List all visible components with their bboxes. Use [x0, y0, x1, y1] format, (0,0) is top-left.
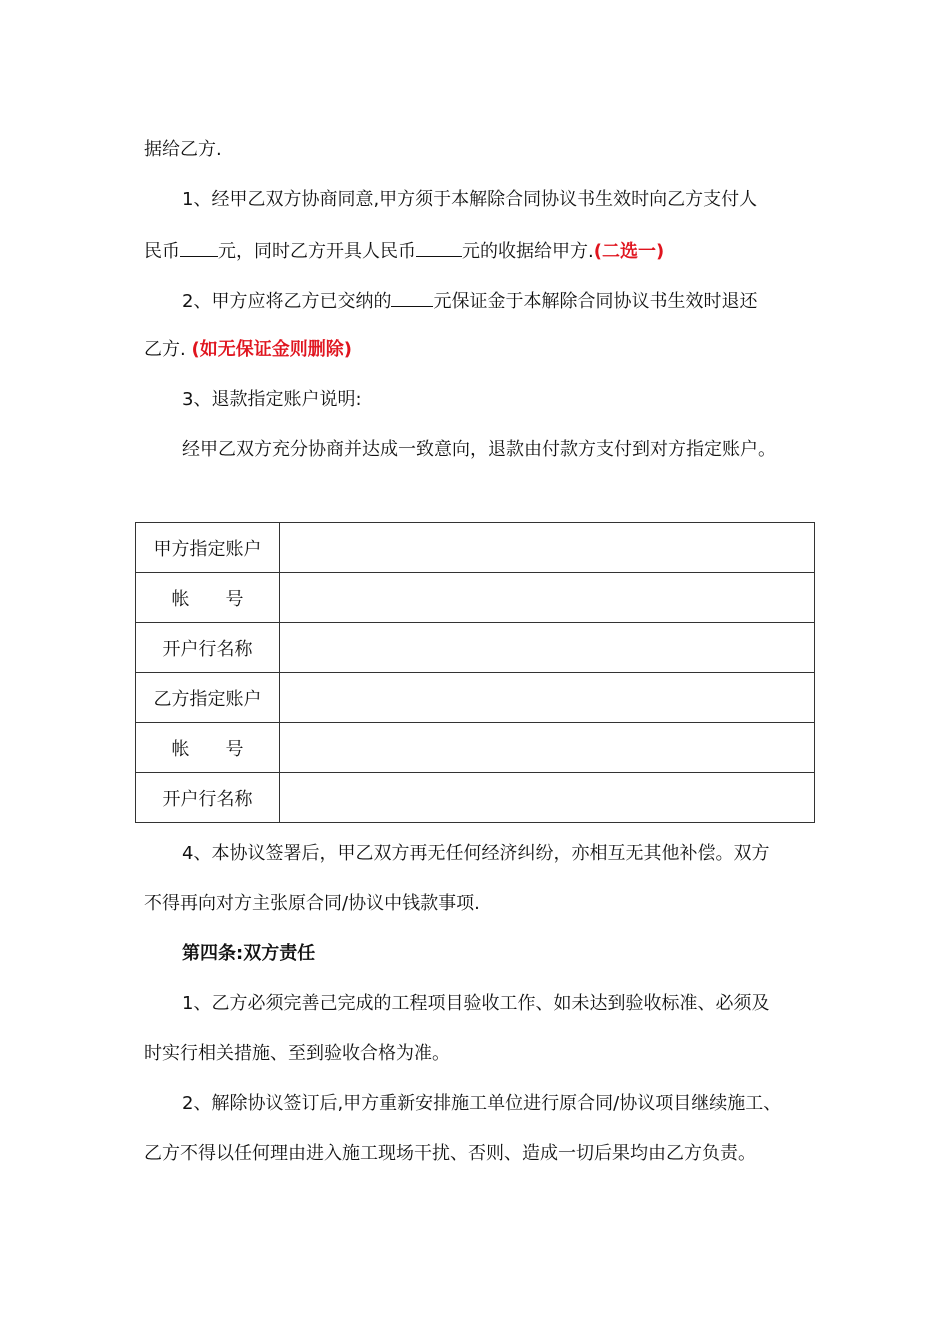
party-b-account-value: [280, 673, 815, 723]
party-a-number-label: 帐 号: [136, 573, 280, 623]
section-4-para-1-line-a: 1、乙方必须完善己完成的工程项目验收工作、如未达到验收标准、必须及: [182, 993, 770, 1014]
party-a-account-value: [280, 523, 815, 573]
party-a-number-value: [280, 573, 815, 623]
table-row: [136, 623, 815, 673]
amount-blank: [416, 239, 462, 257]
amount-blank: [180, 239, 218, 257]
party-b-number-value: [280, 723, 815, 773]
table-row: [136, 723, 815, 773]
section-4-title: 第四条:双方责任: [182, 943, 316, 964]
clause-4-line-b: 不得再向对方主张原合同/协议中钱款事项.: [144, 893, 480, 914]
section-4-para-2-line-a: 2、解除协议签订后,甲方重新安排施工单位进行原合同/协议项目继续施工、: [182, 1093, 782, 1114]
party-a-account-label: 甲方指定账户: [136, 523, 280, 573]
table-row: [136, 523, 815, 573]
clause-1-text-1: 民币: [144, 241, 180, 262]
party-b-bank-label: 开户行名称: [136, 773, 280, 823]
clause-2-line-b: [144, 339, 352, 361]
party-a-bank-label: 开户行名称: [136, 623, 280, 673]
clause-4-line-a: 4、本协议签署后，甲乙双方再无任何经济纠纷，亦相互无其他补偿。双方: [182, 843, 770, 864]
choose-one-note: (二选一): [593, 241, 665, 262]
clause-1-text-3: 元的收据给甲方.: [462, 241, 594, 262]
deposit-blank: [391, 289, 433, 307]
section-4-para-2-line-b: 乙方不得以任何理由进入施工现场干扰、否则、造成一切后果均由乙方负责。: [144, 1143, 756, 1164]
clause-1-text-2: 元，同时乙方开具人民币: [218, 241, 416, 262]
clause-1-line-b: [144, 239, 664, 261]
party-b-bank-value: [280, 773, 815, 823]
clause-2-text-3: 乙方.: [144, 339, 186, 360]
section-4-para-1-line-b: 时实行相关措施、至到验收合格为准。: [144, 1043, 450, 1064]
clause-3-description: 经甲乙双方充分协商并达成一致意向，退款由付款方支付到对方指定账户。: [182, 439, 776, 460]
refund-account-table: [135, 522, 815, 823]
party-b-number-label: 帐 号: [136, 723, 280, 773]
paragraph-line: 据给乙方.: [144, 139, 222, 160]
party-b-account-label: 乙方指定账户: [136, 673, 280, 723]
delete-if-no-deposit-note: (如无保证金则删除): [191, 339, 352, 360]
clause-2-text-1: 2、甲方应将乙方已交纳的: [182, 291, 392, 312]
clause-2-line-a: [182, 289, 757, 311]
clause-1-line-a: 1、经甲乙双方协商同意,甲方须于本解除合同协议书生效时向乙方支付人: [182, 189, 758, 210]
party-a-bank-value: [280, 623, 815, 673]
table-row: [136, 673, 815, 723]
table-row: [136, 573, 815, 623]
table-row: [136, 773, 815, 823]
clause-2-text-2: 元保证金于本解除合同协议书生效时退还: [433, 291, 758, 312]
clause-3-title: 3、退款指定账户说明:: [182, 389, 362, 410]
